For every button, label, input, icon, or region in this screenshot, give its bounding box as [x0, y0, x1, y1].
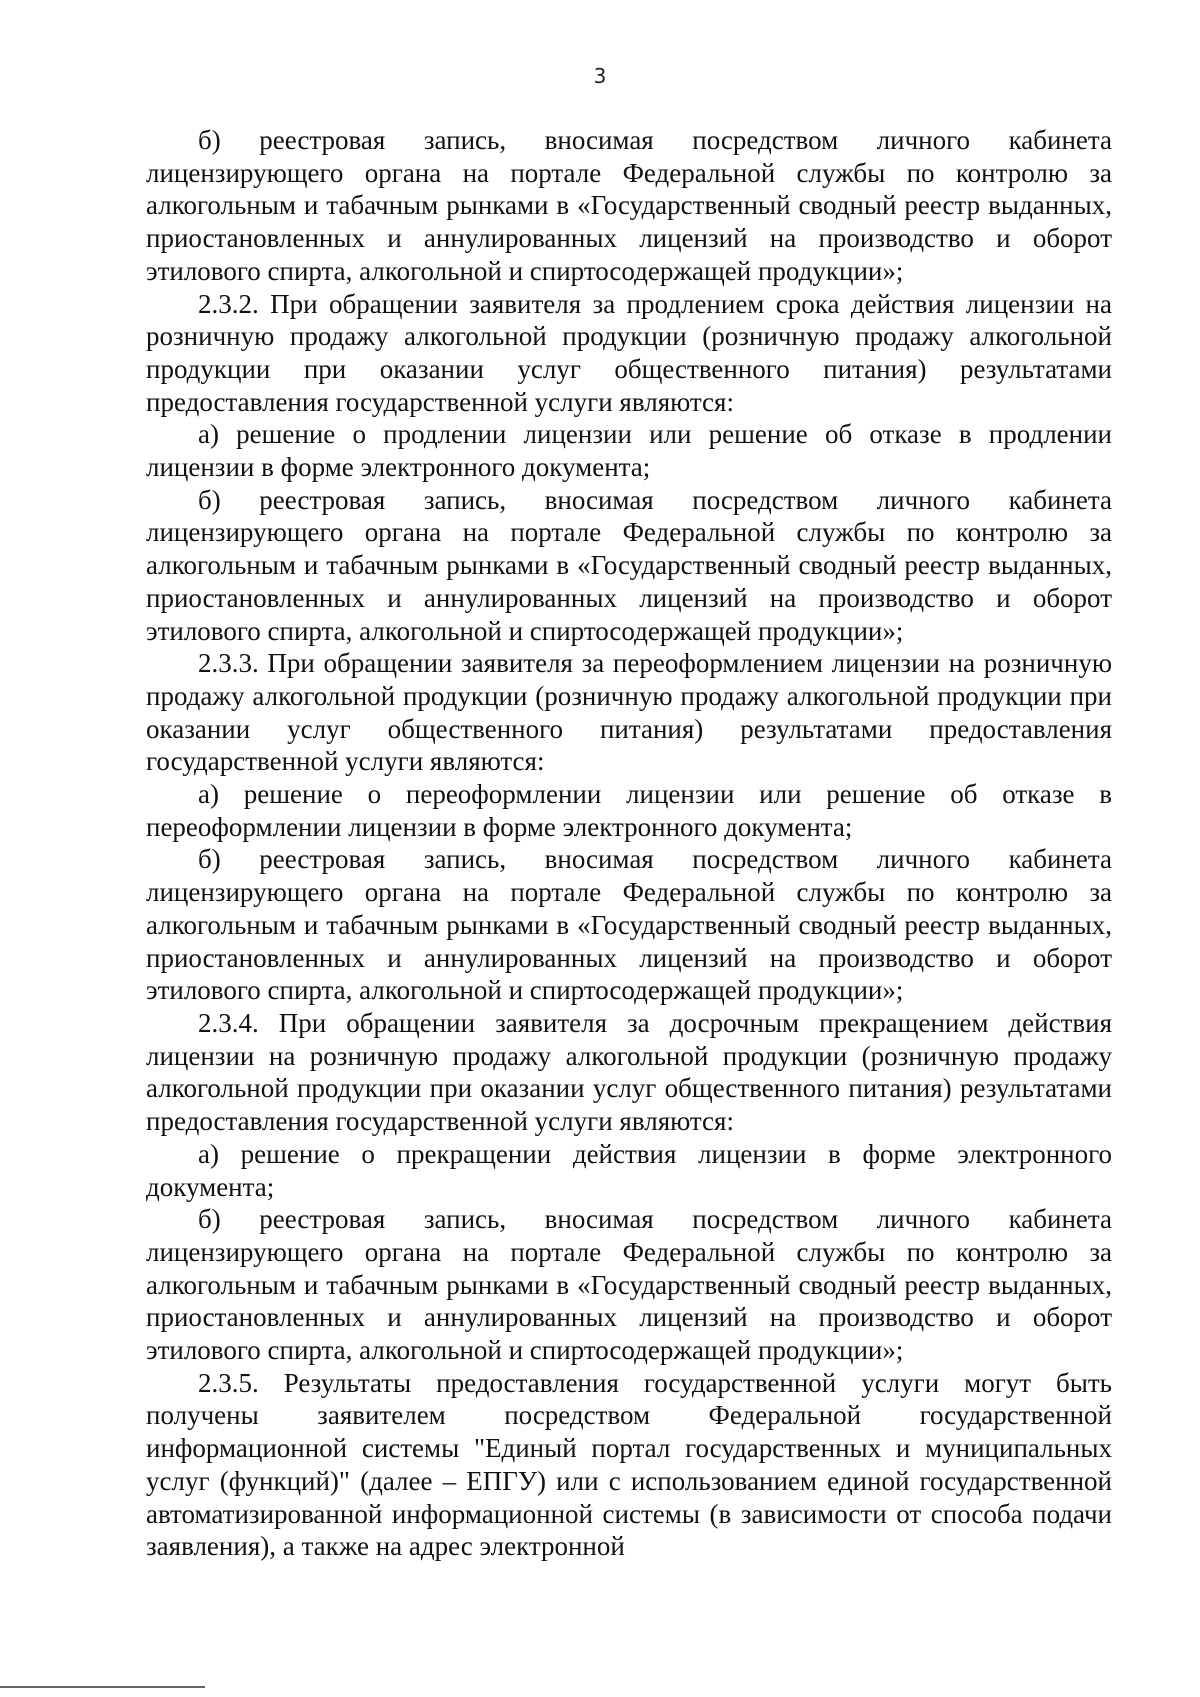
paragraph-2-3-5: 2.3.5. Результаты предоставления государственной услуги могут быть получены заявителем посредством Федеральной государственной информационной системы "Единый портал государственных и муниципальных услуг (функций)" (далее – ЕПГУ) или с использованием единой государственной автоматизированной информационной системы (в зависимости от способа подачи заявления), а также на адрес электронной — [146, 1367, 1112, 1562]
paragraph-a-extension-decision: а) решение о продлении лицензии или решение об отказе в продлении лицензии в форме электронного документа; — [146, 419, 1112, 483]
paragraph-b-registry-entry-4: б) реестровая запись, вносимая посредством личного кабинета лицензирующего органа на портале Федеральной службы по контролю за алкогольным и табачным рынками в «Государственный сводный реестр выданных, приостановленных и аннулированных лицензий на производство и оборот этилового спирта, алкогольной и спиртосодержащей продукции»; — [146, 1204, 1112, 1366]
paragraph-b-registry-entry-1: б) реестровая запись, вносимая посредством личного кабинета лицензирующего органа на портале Федеральной службы по контролю за алкогольным и табачным рынками в «Государственный сводный реестр выданных, приостановленных и аннулированных лицензий на производство и оборот этилового спирта, алкогольной и спиртосодержащей продукции»; — [146, 125, 1112, 286]
document-body — [146, 124, 1112, 1563]
paragraph-2-3-3: 2.3.3. При обращении заявителя за переоформлением лицензии на розничную продажу алкогольной продукции (розничную продажу алкогольной продукции при оказании услуг общественного питания) результатами предоставления государственной услуги являются: — [146, 648, 1112, 777]
bottom-edge-line — [0, 1686, 205, 1688]
paragraph-a-termination-decision: а) решение о прекращении действия лицензии в форме электронного документа; — [146, 1138, 1112, 1202]
paragraph-2-3-2: 2.3.2. При обращении заявителя за продлением срока действия лицензии на розничную продажу алкогольной продукции (розничную продажу алкогольной продукции при оказании услуг общественного питания) результатами предоставления государственной услуги являются: — [146, 288, 1112, 417]
page-number: 3 — [593, 64, 607, 88]
paragraph-b-registry-entry-2: б) реестровая запись, вносимая посредством личного кабинета лицензирующего органа на портале Федеральной службы по контролю за алкогольным и табачным рынками в «Государственный сводный реестр выданных, приостановленных и аннулированных лицензий на производство и оборот этилового спирта, алкогольной и спиртосодержащей продукции»; — [146, 484, 1112, 646]
paragraph-a-reissue-decision: а) решение о переоформлении лицензии или решение об отказе в переоформлении лицензии в форме электронного документа; — [146, 779, 1112, 842]
paragraph-b-registry-entry-3: б) реестровая запись, вносимая посредством личного кабинета лицензирующего органа на портале Федеральной службы по контролю за алкогольным и табачным рынками в «Государственный сводный реестр выданных, приостановленных и аннулированных лицензий на производство и оборот этилового спирта, алкогольной и спиртосодержащей продукции»; — [146, 844, 1112, 1006]
paragraph-2-3-4: 2.3.4. При обращении заявителя за досрочным прекращением действия лицензии на розничную продажу алкогольной продукции (розничную продажу алкогольной продукции при оказании услуг общественного питания) результатами предоставления государственной услуги являются: — [146, 1007, 1112, 1137]
